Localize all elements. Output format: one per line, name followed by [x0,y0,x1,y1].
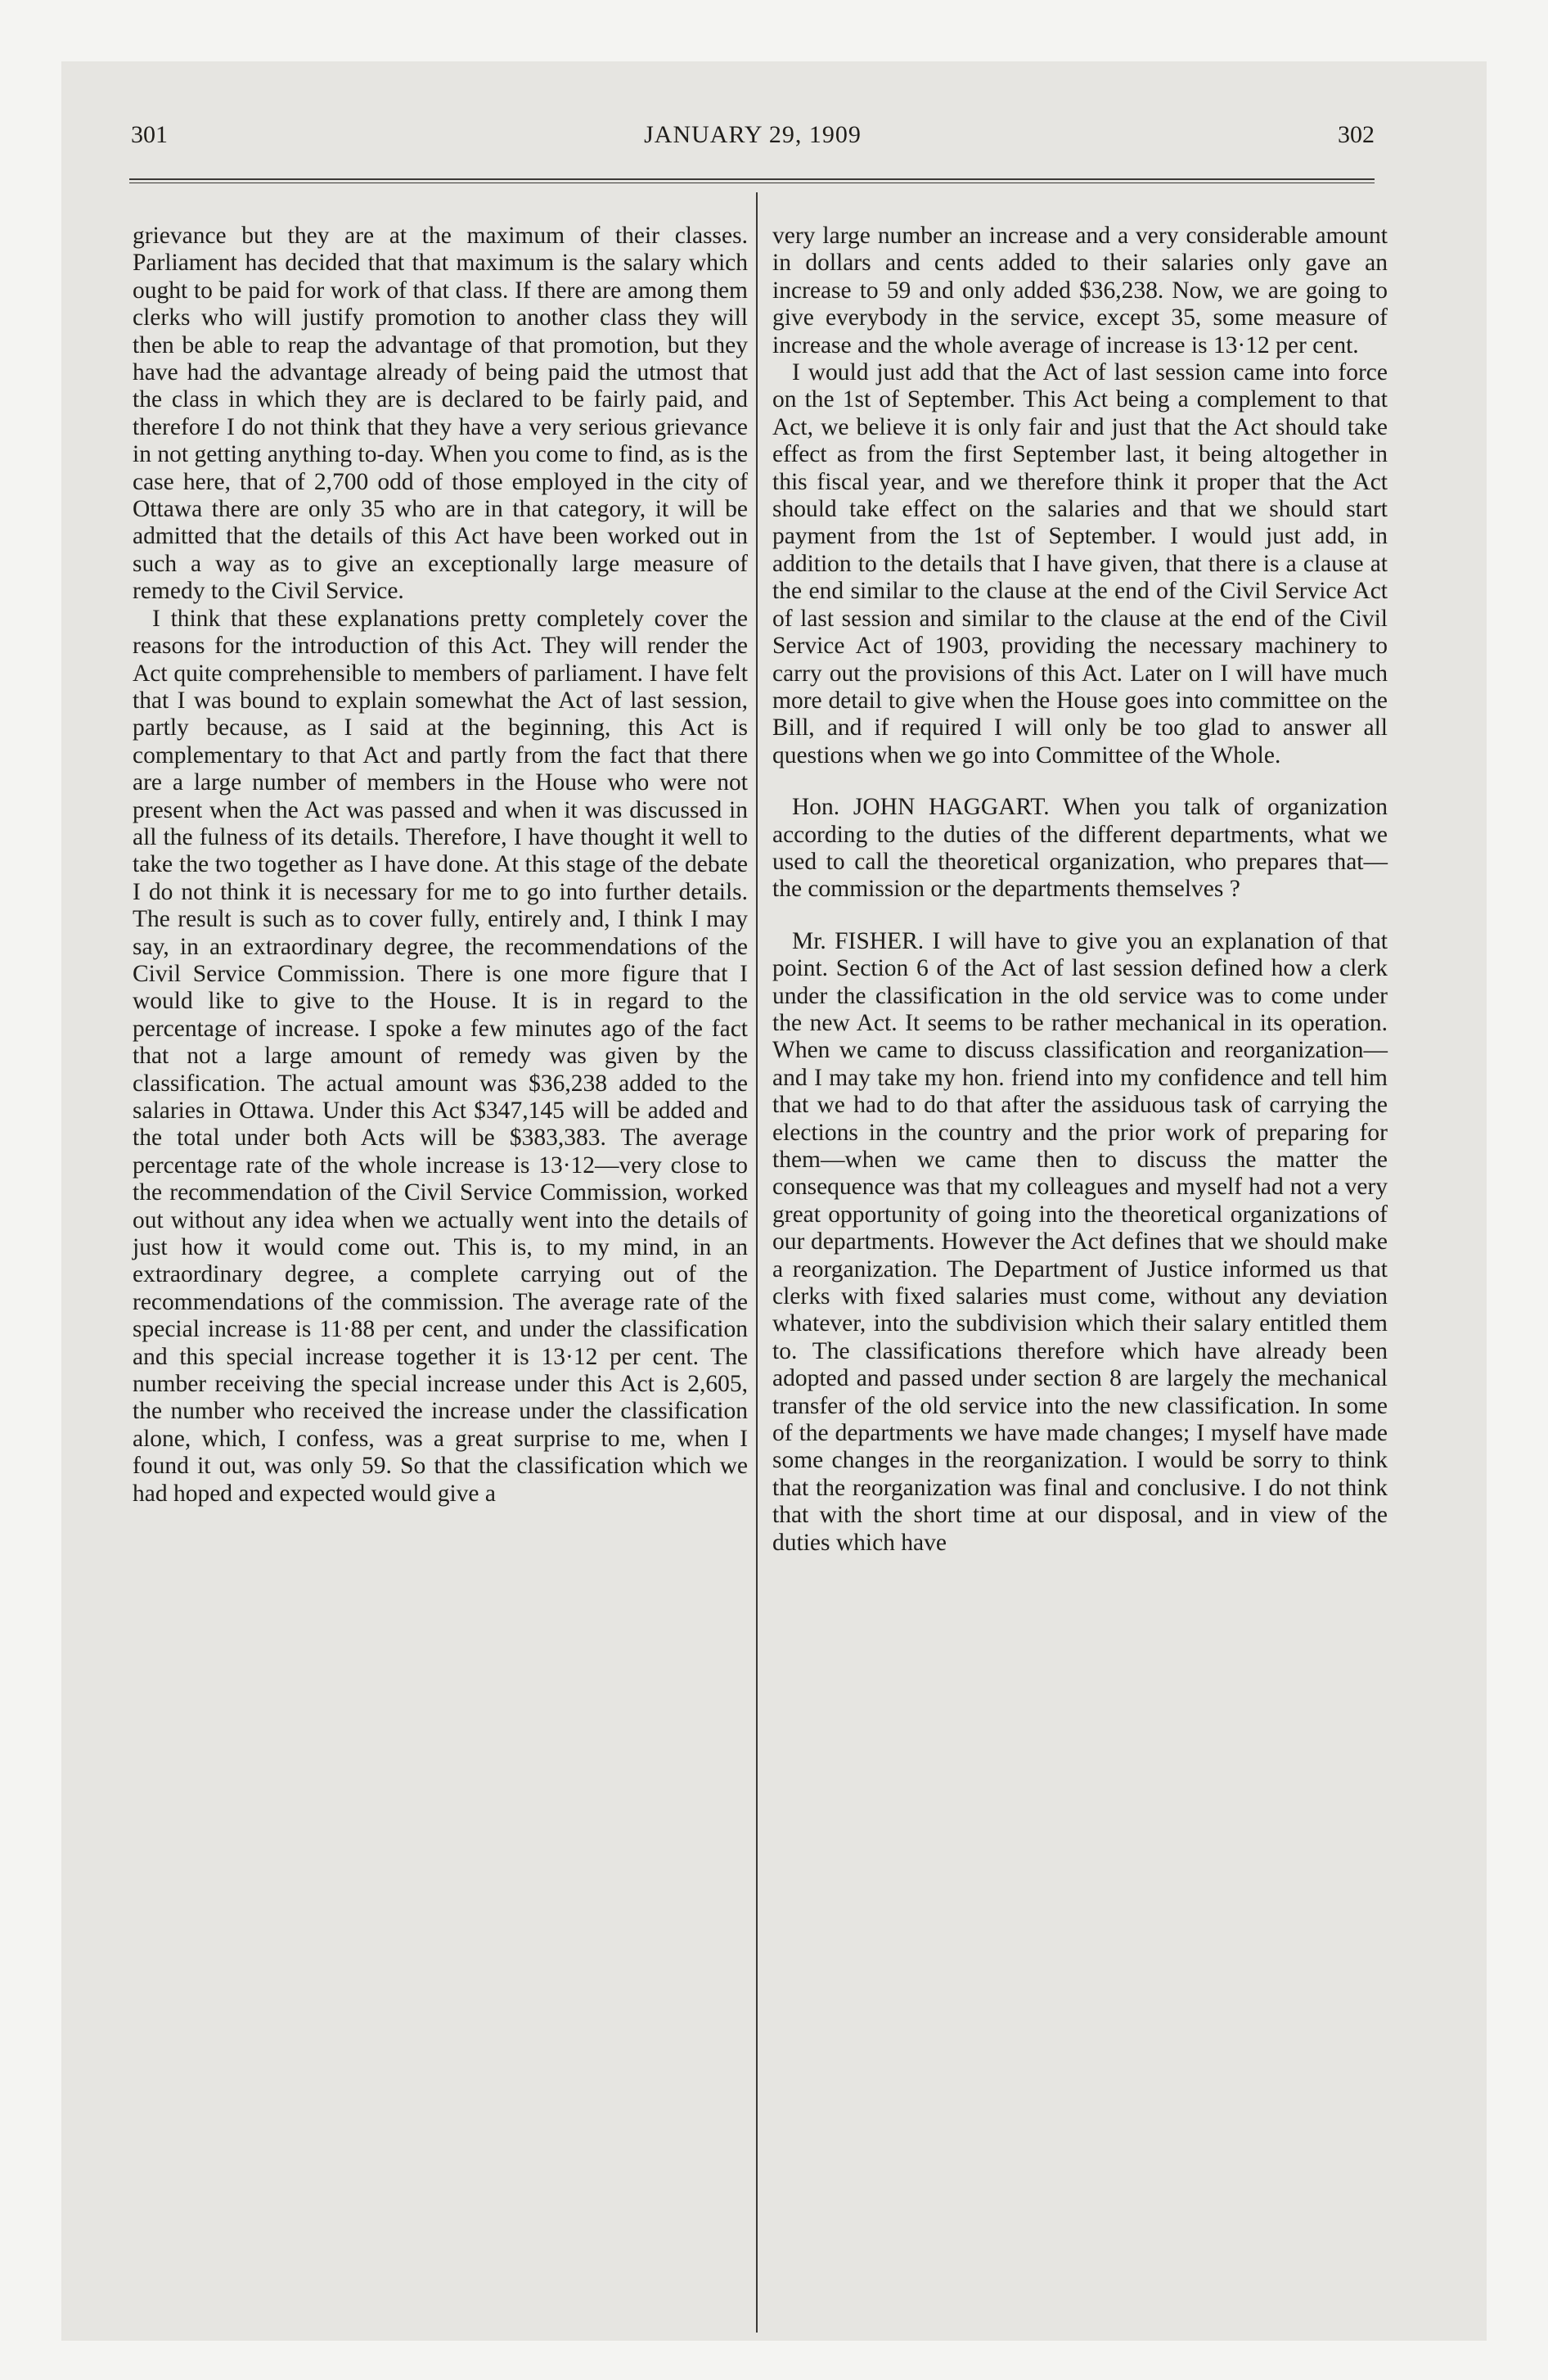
header-double-rule [129,178,1375,183]
left-paragraph-1: grievance but they are at the maximum of their classes. Parliament has decided that that maximum is the salary which ought to be paid for work of that class. If there are among them clerks who will justify promotion to another class they will then be able to reap the advantage of that promotion, but they have had the advantage already of being paid the utmost that the class in which they are is declared to be fairly paid, and therefore I do not think that they have a very serious grievance in not getting anything to-day. When you come to find, as is the case here, that of 2,700 odd of those employed in the city of Ottawa there are only 35 who are in that category, it will be admitted that the details of this Act have been worked out in such a way as to give an exceptionally large measure of remedy to the Civil Service. [133,223,748,605]
fisher-speech: Mr. FISHER. I will have to give you an explanation of that point. Section 6 of the Act of last session defined how a clerk under the classification in the old service was to come under the new Act. It seems to be rather mechanical in its operation. When we came to discuss classification and reorganization—and I may take my hon. friend into my confidence and tell him that we had to do that after the assiduous task of carrying the elections in the country and the prior work of preparing for them—when we came then to discuss the matter the consequence was that my colleagues and myself had not a very great opportunity of going into the theoretical organizations of our departments. However the Act defines that we should make a reorganization. The Department of Justice informed us that clerks with fixed salaries must come, without any deviation whatever, into the subdivision which their salary entitled them to. The classifications therefore which have already been adopted and passed under section 8 are largely the mechanical transfer of the old service into the new classification. In some of the departments we have made changes; I myself have made some changes in the reorganization. I would be sorry to think that the reorganization was final and conclusive. I do not think that with the short time at our disposal, and in view of the duties which have [772,927,1388,1556]
right-column [772,223,1388,1557]
right-paragraph-1: very large number an increase and a very considerable amount in dollars and cents added to their salaries only gave an increase to 59 and only added $36,238. Now, we are going to give everybody in the service, except 35, some measure of increase and the whole average of increase is 13·12 per cent. [772,223,1388,358]
haggart-speech: Hon. JOHN HAGGART. When you talk of organization according to the duties of the different departments, what we used to call the theoretical organization, who prepares that—the commission or the departments themselves ? [772,794,1388,903]
running-head-date: JANUARY 29, 1909 [644,121,862,148]
right-page-number: 302 [1338,121,1375,148]
column-divider [756,192,758,2333]
right-paragraph-2: I would just add that the Act of last session came into force on the 1st of September. This Act being a complement to that Act, we believe it is only fair and just that the Act should take effect as from the first September last, it being altogether in this fiscal year, and we therefore think it proper that the Act should take effect on the salaries and that we should start payment from the 1st of September. I would just add, in addition to the details that I have given, that there is a clause at the end similar to the clause at the end of the Civil Service Act of last session and similar to the clause at the end of the Civil Service Act of 1903, providing the necessary machinery to carry out the provisions of this Act. Later on I will have much more detail to give when the House goes into committee on the Bill, and if required I will only be too glad to answer all questions when we go into Committee of the Whole. [772,359,1388,769]
left-page-number: 301 [131,121,168,148]
left-paragraph-2: I think that these explanations pretty completely cover the reasons for the introduction of this Act. They will render the Act quite comprehensible to members of parliament. I have felt that I was bound to explain somewhat the Act of last session, partly because, as I said at the beginning, this Act is complementary to that Act and partly from the fact that there are a large number of members in the House who were not present when the Act was passed and when it was discussed in all the fulness of its details. Therefore, I have thought it well to take the two together as I have done. At this stage of the debate I do not think it is necessary for me to go into further details. The result is such as to cover fully, entirely and, I think I may say, in an extraordinary degree, the recommendations of the Civil Service Commission. There is one more figure that I would like to give to the House. It is in regard to the percentage of increase. I spoke a few minutes ago of the fact that not a large amount of remedy was given by the classification. The actual amount was $36,238 added to the salaries in Ottawa. Under this Act $347,145 will be added and the total under both Acts will be $383,383. The average percentage rate of the whole increase is 13·12—very close to the recommendation of the Civil Service Commission, worked out without any idea when we actually went into the details of just how it would come out. This is, to my mind, in an extraordinary degree, a complete carrying out of the recommendations of the commission. The average rate of the special increase is 11·88 per cent, and under the classification and this special increase together it is 13·12 per cent. The number receiving the special increase under this Act is 2,605, the number who received the increase under the classification alone, which, I confess, was a great surprise to me, when I found it out, was only 59. So that the classification which we had hoped and expected would give a [133,605,748,1507]
page-header [131,115,1375,156]
left-column [133,223,748,1508]
